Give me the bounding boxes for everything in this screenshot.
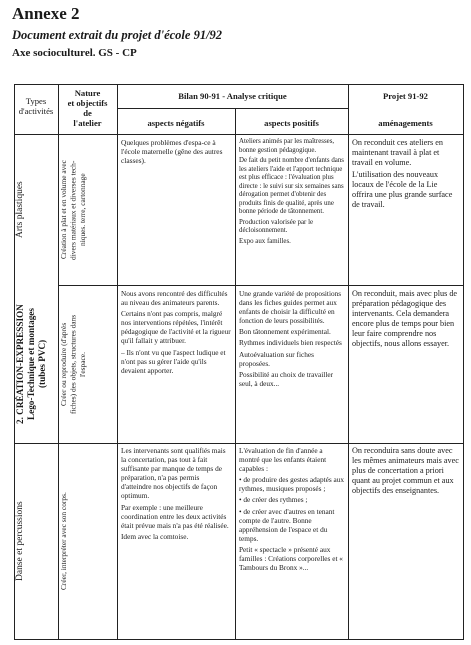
subheader-amenagements: aménagements: [378, 118, 433, 128]
text-paragraph: • de produire des gestes adaptés aux rythmes, musiques proposés ;: [239, 475, 345, 494]
text-paragraph: Expo aux familles.: [239, 237, 291, 245]
text-paragraph: Idem avec la comtoise.: [121, 531, 189, 541]
axis-label: Axe socioculturel. GS - CP: [12, 47, 137, 59]
nature-row-1: Création à plat et en volume avec divers matériaux et diverses tech- niques. terre, cartonnage: [59, 160, 87, 260]
amenagements-row-3-text: [352, 446, 460, 638]
header-projet: Projet 91-92: [383, 91, 428, 101]
text-paragraph: Possibilité au choix de travailler seul, à deux...: [239, 369, 334, 388]
subheader-negatifs: aspects négatifs: [147, 118, 205, 128]
text-paragraph: Rythmes individuels bien respectés: [239, 338, 342, 348]
header-bilan: Bilan 90-91 - Analyse critique: [178, 91, 287, 101]
text-paragraph: Autoévaluation sur fiches proposées.: [239, 349, 314, 368]
text-paragraph: Production valorisée par le décloisonnement.: [239, 218, 314, 234]
group-label-creation-expression: 2. CRÉATION-EXPRESSION Lego-Technique et montages (tubes PVC): [15, 304, 47, 424]
text-paragraph: Quelques problèmes d'espa-ce à l'école maternelle (gêne des autres classes).: [121, 138, 223, 166]
table-text-layer: [14, 84, 464, 640]
text-paragraph: De fait du petit nombre d'enfants dans les ateliers l'aide et l'apport technique est plus efficace : l'évaluation plus directe : le suivi sur six semaines sans dérogation permet d'obtenir des produits finis de qualité, après une bonne période de tâtonnement.: [239, 157, 344, 215]
nature-row-3: Créer, interpréter avec son corps.: [59, 492, 68, 591]
header-nature: Nature et objectifs de l'atelier: [67, 88, 108, 128]
amenagements-row-1-text: [352, 138, 460, 284]
negatifs-row-1-text: [121, 138, 231, 284]
amenagements-row-2-text: [352, 289, 460, 442]
subheader-positifs: aspects positifs: [264, 118, 319, 128]
text-paragraph: On reconduit, mais avec plus de préparation pédagogique des intervenants. Cela demandera encore plus de temps pour bien leur faire comprendre nos objectifs, nous allons essayer.: [352, 289, 458, 348]
text-paragraph: • de créer des rythmes ;: [239, 495, 308, 505]
text-paragraph: Bon tâtonnement expérimental.: [239, 327, 331, 337]
text-paragraph: Certains n'ont pas compris, malgré nos interventions répétées, l'intérêt pédagogique de l'activité et la rigueur qu'il fallait y attribuer.: [121, 309, 231, 346]
text-paragraph: Une grande variété de propositions dans les fiches guides permet aux enfants de choisir la difficulté en fonction de leurs possibilités.: [239, 289, 342, 326]
negatifs-row-3-text: [121, 446, 231, 638]
positifs-row-2-text: [239, 289, 345, 442]
type-arts-plastiques: Arts plastiques: [15, 181, 25, 239]
text-paragraph: Nous avons rencontré des difficultés au niveau des animateurs parents.: [121, 289, 228, 308]
page-subtitle: Document extrait du projet d'école 91/92: [12, 28, 223, 42]
type-danse-percussions: Danse et percussions: [15, 501, 25, 582]
text-paragraph: Par exemple : une meilleure coordination entre les deux activités était prévue mais n'a pas été réalisée.: [121, 502, 229, 530]
text-paragraph: On reconduira sans doute avec les mêmes animateurs mais avec plus de concertation a priori quant au projet commun et aux objectifs des enseignantes.: [352, 446, 459, 495]
text-paragraph: – Ils n'ont vu que l'aspect ludique et n'ont pas su gérer l'aide qu'ils devaient apporter.: [121, 347, 226, 375]
text-paragraph: Petit « spectacle » présenté aux familles : Créations corporelles et « Tambours du Bronx »...: [239, 544, 343, 573]
text-paragraph: L'évaluation de fin d'année a montré que les enfants étaient capables :: [239, 446, 327, 474]
header-types: Types d'activités: [18, 96, 54, 116]
text-paragraph: Ateliers animés par les maîtresses, bonne gestion pédagogique.: [239, 138, 335, 154]
negatifs-row-2-text: [121, 289, 231, 442]
text-paragraph: L'utilisation des nouveaux locaux de l'école de la Lie offrira une plus grande surface de travail.: [352, 170, 453, 209]
page-title: Annexe 2: [12, 4, 80, 23]
text-paragraph: • de créer avec d'autres en tenant compte de l'autre. Bonne appréhension de l'espace et du temps.: [239, 506, 335, 543]
positifs-row-3-text: [239, 446, 345, 638]
text-paragraph: Les intervenants sont qualifiés mais la concertation, pas tout à fait suffisante par manque de temps de préparation, n'a pas permis d'atteindre nos objectifs de façon optimum.: [121, 446, 226, 501]
text-paragraph: On reconduit ces ateliers en maintenant travail à plat et travail en volume.: [352, 138, 443, 167]
positifs-row-1-text: [239, 138, 345, 284]
nature-row-2: Créer ou reproduire (d'après fiches) des objets, structures dans l'espace.: [59, 314, 87, 415]
